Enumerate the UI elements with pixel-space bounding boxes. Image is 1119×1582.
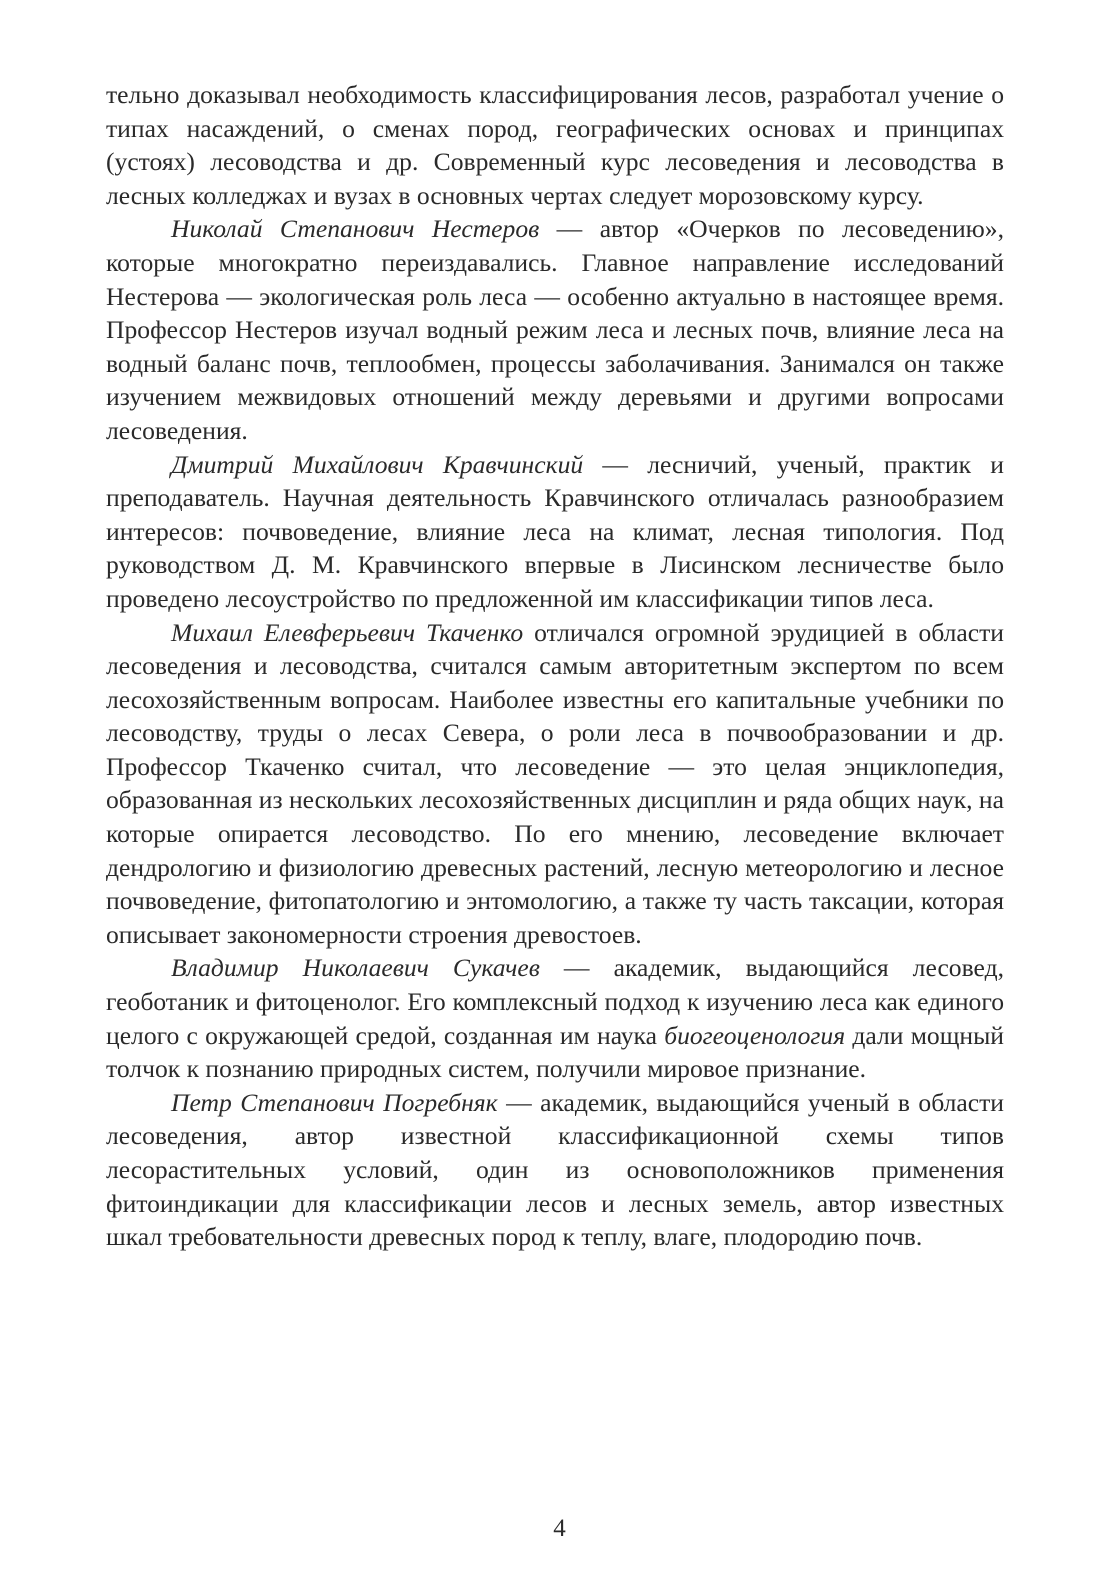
paragraph-text-continued: дали мощный толчок к познанию природных систем, получили мировое признание. — [106, 1020, 1004, 1084]
person-name-tkachenko: Михаил Елевферьевич Ткаченко — [171, 617, 524, 647]
person-name-sukachev: Владимир Николаевич Сукачев — [171, 953, 540, 983]
person-name-nesterov: Николай Степанович Нестеров — [171, 214, 540, 244]
person-name-kravchinsky: Дмитрий Михайлович Кравчинский — [171, 449, 584, 479]
paragraph-nesterov — [106, 212, 1004, 447]
page-number: 4 — [553, 1515, 566, 1542]
paragraph-text: — лесничий, ученый, практик и преподаватель. Научная деятельность Кравчинского отличалась разнообразием интересов: почвоведение, влияние леса на климат, лесная типология. Под руководством Д. М. Кравчинского впервые в Лисинском лесничестве было проведено лесоустройство по предложенной им классификации типов леса. — [106, 449, 1004, 613]
person-name-pogrebnyak: Петр Степанович Погребняк — [171, 1087, 498, 1117]
paragraph-text: — автор «Очерков по лесоведению», которые многократно переиздавались. Главное направление исследований Нестерова — экологическая роль леса — особенно актуально в настоящее время. Профессор Нестеров изучал водный режим леса и лесных почв, влияние леса на водный баланс почв, теплообмен, процессы заболачивания. Занимался он также изучением межвидовых отношений между деревьями и другими вопросами лесоведения. — [106, 214, 1004, 445]
paragraph-sukachev — [106, 951, 1004, 1085]
paragraph-kravchinsky — [106, 448, 1004, 616]
page-body-text — [106, 78, 1004, 1254]
paragraph-tkachenko — [106, 616, 1004, 952]
paragraph-pogrebnyak — [106, 1086, 1004, 1254]
paragraph-text: отличался огромной эрудицией в области лесоведения и лесоводства, считался самым авторитетным экспертом по всем лесохозяйственным вопросам. Наиболее известны его капитальные учебники по лесоводству, труды о лесах Севера, о роли леса в почвообразовании и др. Профессор Ткаченко считал, что лесоведение — это целая энциклопедия, образованная из нескольких лесохозяйственных дисциплин и ряда общих наук, на которые опирается лесоводство. По его мнению, лесоведение включает дендрологию и физиологию древесных растений, лесную метеорологию и лесное почвоведение, фитопатологию и энтомологию, а также ту часть таксации, которая описывает закономерности строения древостоев. — [106, 617, 1004, 949]
paragraph-text: — академик, выдающийся ученый в области лесоведения, автор известной классификационной схемы типов лесорастительных условий, один из основоположников применения фитоиндикации для классификации лесов и лесных земель, автор известных шкал требовательности древесных пород к теплу, влаге, плодородию почв. — [106, 1087, 1004, 1252]
paragraph-text: — академик, выдающийся лесовед, геоботаник и фитоценолог. Его комплексный подход к изучению леса как единого целого с окружающей средой, созданная им наука — [106, 953, 1004, 1050]
term-biogeocenology: биогеоценология — [664, 1020, 846, 1050]
paragraph-text: тельно доказывал необходимость классифицирования лесов, разработал учение о типах насаждений, о сменах пород, географических основах и принципах (устоях) лесоводства и др. Современный курс лесоведения и лесоводства в лесных колледжах и вузах в основных чертах следует морозовскому курсу. — [106, 80, 1004, 210]
paragraph-morozov-continued — [106, 78, 1004, 212]
